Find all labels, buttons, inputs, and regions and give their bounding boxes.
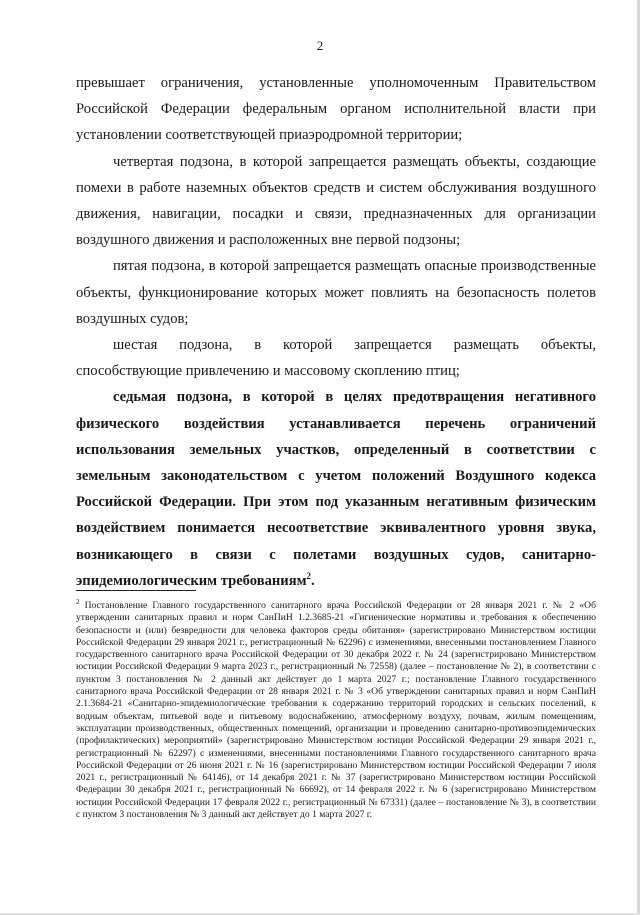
footnote-marker: 2 bbox=[76, 597, 80, 606]
footnote-reference[interactable]: 2 bbox=[306, 571, 312, 581]
paragraph-subzone-5: пятая подзона, в которой запрещается размещать опасные производственные объекты, функционирование которых может повлиять на безопасность полетов воздушных судов; bbox=[76, 258, 596, 327]
footnote-text: Постановление Главного государственного санитарного врача Российской Федерации от 28 января 2021 г. № 2 «Об утверждении санитарных правил и норм СанПиН 1.2.3685-21 «Гигиенические нормативы и требования к обеспечению безопасности и (или) безвредности для человека факторов среды обитания» (зарегистрировано Министерством юстиции Российской Федерации 29 января 2021 г., регистрационный № 62296) с изменениями, внесенными постановлением Главного государственного санитарного врача Российской Федерации от 30 декабря 2022 г. № 24 (зарегистрировано Министерством юстиции Российской Федерации 9 марта 2023 г., регистрационный № 72558) (далее – постановление № 2), в соответствии с пунктом 3 постановления № 2 данный акт действует до 1 марта 2027 г.; постановление Главного государственного санитарного врача Российской Федерации от 28 января 2021 г. № 3 «Об утверждении санитарных правил и норм СанПиН 2.1.3684-21 «Санитарно-эпидемиологические требования к содержанию территорий городских и сельских поселений, к водным объектам, питьевой воде и питьевому водоснабжению, атмосферному воздуху, почвам, жилым помещениям, эксплуатации производственных, общественных помещений, организации и проведению санитарно-противоэпидемических (профилактических) мероприятий» (зарегистрировано Министерством юстиции Российской Федерации 29 января 2021 г., регистрационный № 62297) с изменениями, внесенными постановлениями Главного государственного санитарного врача Российской Федерации от 26 июня 2021 г. № 16 (зарегистрировано Министерством юстиции Российской Федерации 7 июля 2021 г., регистрационный № 64146), от 14 декабря 2021 г. № 37 (зарегистрировано Министерством юстиции Российской Федерации 30 декабря 2021 г., регистрационный № 66692), от 14 февраля 2022 г. № 6 (зарегистрировано Министерством юстиции Российской Федерации 17 февраля 2022 г., регистрационный № 67331) (далее – постановление № 3), в соответствии с пунктом 3 постановления № 3 данный акт действует до 1 марта 2027 г. bbox=[76, 600, 596, 821]
footnote bbox=[76, 597, 596, 821]
paragraph-continuation: превышает ограничения, установленные уполномоченным Правительством Российской Федерации федеральным органом исполнительной власти при установлении соответствующей приаэродромной территории; bbox=[76, 75, 596, 144]
paragraph-subzone-6: шестая подзона, в которой запрещается размещать объекты, способствующие привлечению и массовому скоплению птиц; bbox=[76, 337, 596, 380]
page-number: 2 bbox=[316, 38, 324, 53]
paragraph-subzone-4: четвертая подзона, в которой запрещается размещать объекты, создающие помехи в работе наземных объектов средств и систем обслуживания воздушного движения, навигации, посадки и связи, предназначенных для организации воздушного движения и расположенных вне первой подзоны; bbox=[76, 153, 596, 249]
paragraph-subzone-7: седьмая подзона, в которой в целях предотвращения негативного физического воздействия устанавливается перечень ограничений использования земельных участков, определенный в соответствии с земельным законодательством с учетом положений Воздушного кодекса Российской Федерации. При этом под указанным негативным физическим воздействием понимается несоответствие эквивалентного уровня звука, возникающего в связи с полетами воздушных судов, санитарно-эпидемиологическим требованиям$^2$. bbox=[76, 389, 596, 589]
paragraph-subzone-7-text: седьмая подзона, в которой в целях предотвращения негативного физического воздействия устанавливается перечень ограничений использования земельных участков, определенный в соответствии с земельным законодательством с учетом положений Воздушного кодекса Российской Федерации. При этом под указанным негативным физическим воздействием понимается несоответствие эквивалентного уровня звука, возникающего в связи с полетами воздушных судов, санитарно-эпидемиологическим требованиям bbox=[76, 389, 596, 589]
document-body bbox=[76, 70, 596, 594]
footnote-separator bbox=[76, 590, 196, 591]
